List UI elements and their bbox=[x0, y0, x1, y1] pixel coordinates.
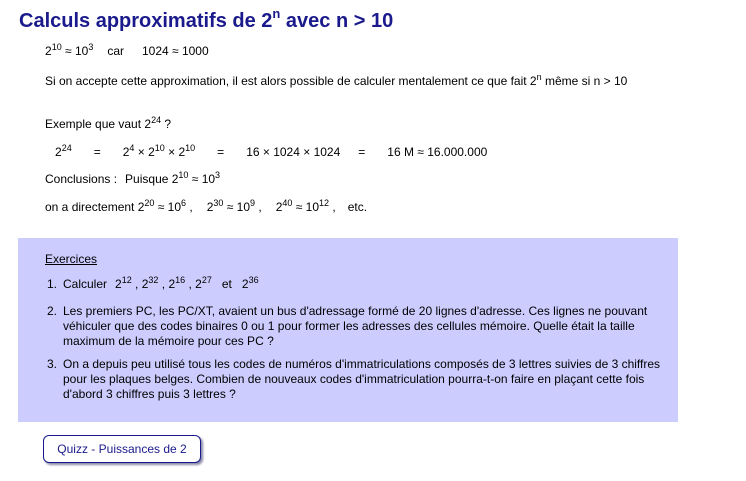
example-calculation: $2^{24} = 2^4 \times 2^{10} \times 2^{10} = 16 \times 1024 \times 1024 = 16$ M ≈ 16.000.000 bbox=[55, 143, 488, 159]
exercise-item-2: 2. Les premiers PC, les PC/XT, avaient un bus d'adressage formé de 20 lignes d'adresse. Ces lignes ne pouvant véhiculer que des codes binaires 0 ou 1 pour former les adresses des cellules mémoire. Quelle était la taille maximum de la mémoire pour ces PC ? bbox=[47, 304, 648, 348]
quiz-button[interactable]: Quizz - Puissances de 2 bbox=[43, 435, 201, 463]
example-question: Exemple que vaut $2^{24}$ ? bbox=[45, 115, 172, 131]
direct-results-line: on a directement $2^{20} \approx 10^6$ , $2^{30} \approx 10^9$ , $2^{40} \approx 10^{12}$ , etc. bbox=[45, 198, 368, 214]
calc-term-1: $2^{24}$ bbox=[55, 143, 72, 159]
exercise-item-1: 1. Calculer $2^{12}$ , $2^{32}$ , $2^{16}$ , $2^{27}$ et $2^{36}$ bbox=[47, 275, 259, 291]
approximation-line: $2^{10} \approx 10^3$ car 1024 ≈ 1000 bbox=[45, 42, 209, 58]
intro-paragraph: Si on accepte cette approximation, il est alors possible de calculer mentalement ce que fait 2$^n$ même si n > 10 bbox=[45, 72, 628, 88]
page-title: Calculs approximatifs de 2$^n$ avec n > 10 bbox=[19, 6, 394, 32]
exercise-item-3: 3. On a depuis peu utilisé tous les codes de numéros d'immatriculations composés de 3 lettres suivies de 3 chiffres pour les plaques belges. Combien de nouveaux codes d'immatriculation pourra-t-on faire en plaçant cette fois d'abord 3 chiffres puis 3 lettres ? bbox=[47, 357, 661, 401]
conclusions-line: Conclusions : Puisque $2^{10} \approx 10^3$ bbox=[45, 170, 221, 186]
calc-term-2: $2^4 \times 2^{10} \times 2^{10}$ bbox=[122, 143, 196, 159]
exercises-title: Exercices bbox=[45, 252, 98, 266]
